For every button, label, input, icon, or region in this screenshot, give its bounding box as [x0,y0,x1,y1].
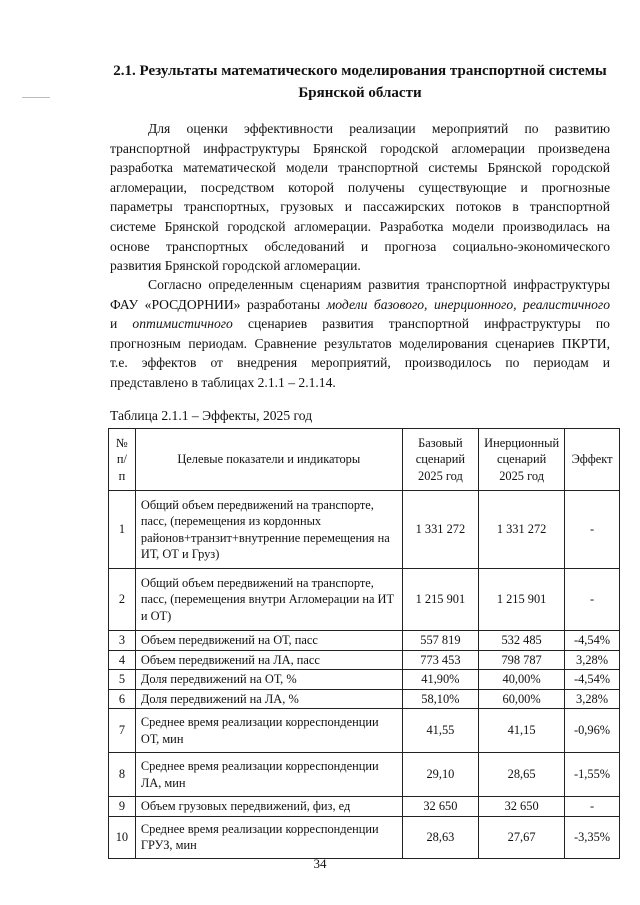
cell-base: 58,10% [402,689,478,709]
cell-base: 773 453 [402,650,478,670]
table-row [109,631,620,651]
cell-num: 6 [109,689,136,709]
cell-inertial: 32 650 [479,797,565,817]
cell-effect: -4,54% [565,670,620,690]
cell-num: 4 [109,650,136,670]
cell-num: 9 [109,797,136,817]
table-row [109,797,620,817]
cell-effect: -3,35% [565,816,620,858]
paragraph-line: Для оценки эффективности реализации мероприятий по развитию [148,121,610,136]
cell-base: 28,63 [402,816,478,858]
cell-indicator: Объем передвижений на ОТ, пасс [135,631,402,651]
paragraph-line: основе транспортных обследований и прогноза социально-экономического [110,238,610,254]
cell-inertial: 28,65 [479,753,565,797]
table-row [109,816,620,858]
cell-inertial: 798 787 [479,650,565,670]
cell-num: 10 [109,816,136,858]
scan-mark [22,97,50,98]
cell-num: 8 [109,753,136,797]
section-heading [100,60,620,104]
cell-base: 41,90% [402,670,478,690]
cell-indicator: Общий объем передвижений на транспорте, пасс, (перемещения из кордонных районов+транзит+внутренние перемещения на ИТ, ОТ и Груз) [135,491,402,569]
text-run: сценариев развития транспортной инфраструктуры по [232,316,610,332]
paragraph-line: системе Брянской городской агломерации. Разработка модели производилась на [110,218,610,234]
cell-indicator: Среднее время реализации корреспонденции ОТ, мин [135,709,402,753]
cell-inertial: 27,67 [479,816,565,858]
header-indicator: Целевые показатели и индикаторы [135,429,402,491]
cell-indicator: Объем передвижений на ЛА, пасс [135,650,402,670]
table-caption: Таблица 2.1.1 – Эффекты, 2025 год [110,408,313,423]
cell-num: 2 [109,569,136,631]
table-row [109,709,620,753]
cell-base: 29,10 [402,753,478,797]
table-row [109,569,620,631]
header-effect: Эффект [565,429,620,491]
cell-effect: - [565,491,620,569]
paragraph-line: развития Брянской городской агломерации. [110,258,361,274]
italic-text-run: модели базового, инерционного, реалистичного [326,296,610,312]
header-num: № п/п [109,429,136,491]
cell-effect: -1,55% [565,753,620,797]
effects-table [108,428,620,859]
table-row [109,689,620,709]
cell-indicator: Общий объем передвижений на транспорте, пасс, (перемещения внутри Агломерации на ИТ и ОТ) [135,569,402,631]
cell-inertial: 60,00% [479,689,565,709]
cell-base: 1 331 272 [402,491,478,569]
text-run: и [110,316,133,332]
paragraph-line: Согласно определенным сценариям развития транспортной инфраструктуры [148,277,610,292]
cell-effect: -4,54% [565,631,620,651]
cell-num: 7 [109,709,136,753]
paragraph-line: прогнозным периодам. Сравнение результатов моделирования сценариев ПКРТИ, [110,335,610,351]
cell-effect: - [565,569,620,631]
paragraph-line: разработка математической модели транспортной системы Брянской городской [110,160,610,176]
paragraph-line: т.е. эффектов от внедрения мероприятий, производилось по периодам и [110,355,610,371]
paragraph-2 [110,275,610,393]
paragraph-1 [110,119,610,276]
cell-effect: -0,96% [565,709,620,753]
table-row [109,650,620,670]
cell-inertial: 1 215 901 [479,569,565,631]
cell-base: 41,55 [402,709,478,753]
page-number: 34 [313,856,327,871]
cell-effect: 3,28% [565,650,620,670]
header-inertial-scenario: Инерционный сценарий 2025 год [479,429,565,491]
table-row [109,670,620,690]
section-heading-line-1: 2.1. Результаты математического моделирования транспортной системы [113,63,607,79]
paragraph-line: представлено в таблицах 2.1.1 – 2.1.14. [110,374,336,390]
cell-num: 3 [109,631,136,651]
cell-effect: 3,28% [565,689,620,709]
table-row [109,753,620,797]
cell-effect: - [565,797,620,817]
cell-inertial: 41,15 [479,709,565,753]
cell-inertial: 1 331 272 [479,491,565,569]
paragraph-line [110,295,610,315]
text-run: ФАУ «РОСДОРНИИ» разработаны [110,296,327,312]
paragraph-line: агломерации, посредством которой получены существующие и прогнозные [110,179,610,195]
cell-base: 1 215 901 [402,569,478,631]
cell-num: 5 [109,670,136,690]
cell-base: 557 819 [402,631,478,651]
paragraph-line: параметры транспортных, грузовых и пассажирских потоков в транспортной [110,199,610,215]
paragraph-line [110,314,610,334]
italic-text-run: оптимистичного [132,316,233,332]
section-heading-line-2: Брянской области [298,85,422,101]
table-row [109,491,620,569]
cell-indicator: Доля передвижений на ЛА, % [135,689,402,709]
cell-inertial: 40,00% [479,670,565,690]
cell-num: 1 [109,491,136,569]
cell-base: 32 650 [402,797,478,817]
cell-indicator: Среднее время реализации корреспонденции ЛА, мин [135,753,402,797]
cell-inertial: 532 485 [479,631,565,651]
cell-indicator: Объем грузовых передвижений, физ, ед [135,797,402,817]
cell-indicator: Доля передвижений на ОТ, % [135,670,402,690]
table-header-row [109,429,620,491]
paragraph-line: транспортной инфраструктуры Брянской городской агломерации произведена [110,140,610,156]
cell-indicator: Среднее время реализации корреспонденции ГРУЗ, мин [135,816,402,858]
header-base-scenario: Базовый сценарий 2025 год [402,429,478,491]
